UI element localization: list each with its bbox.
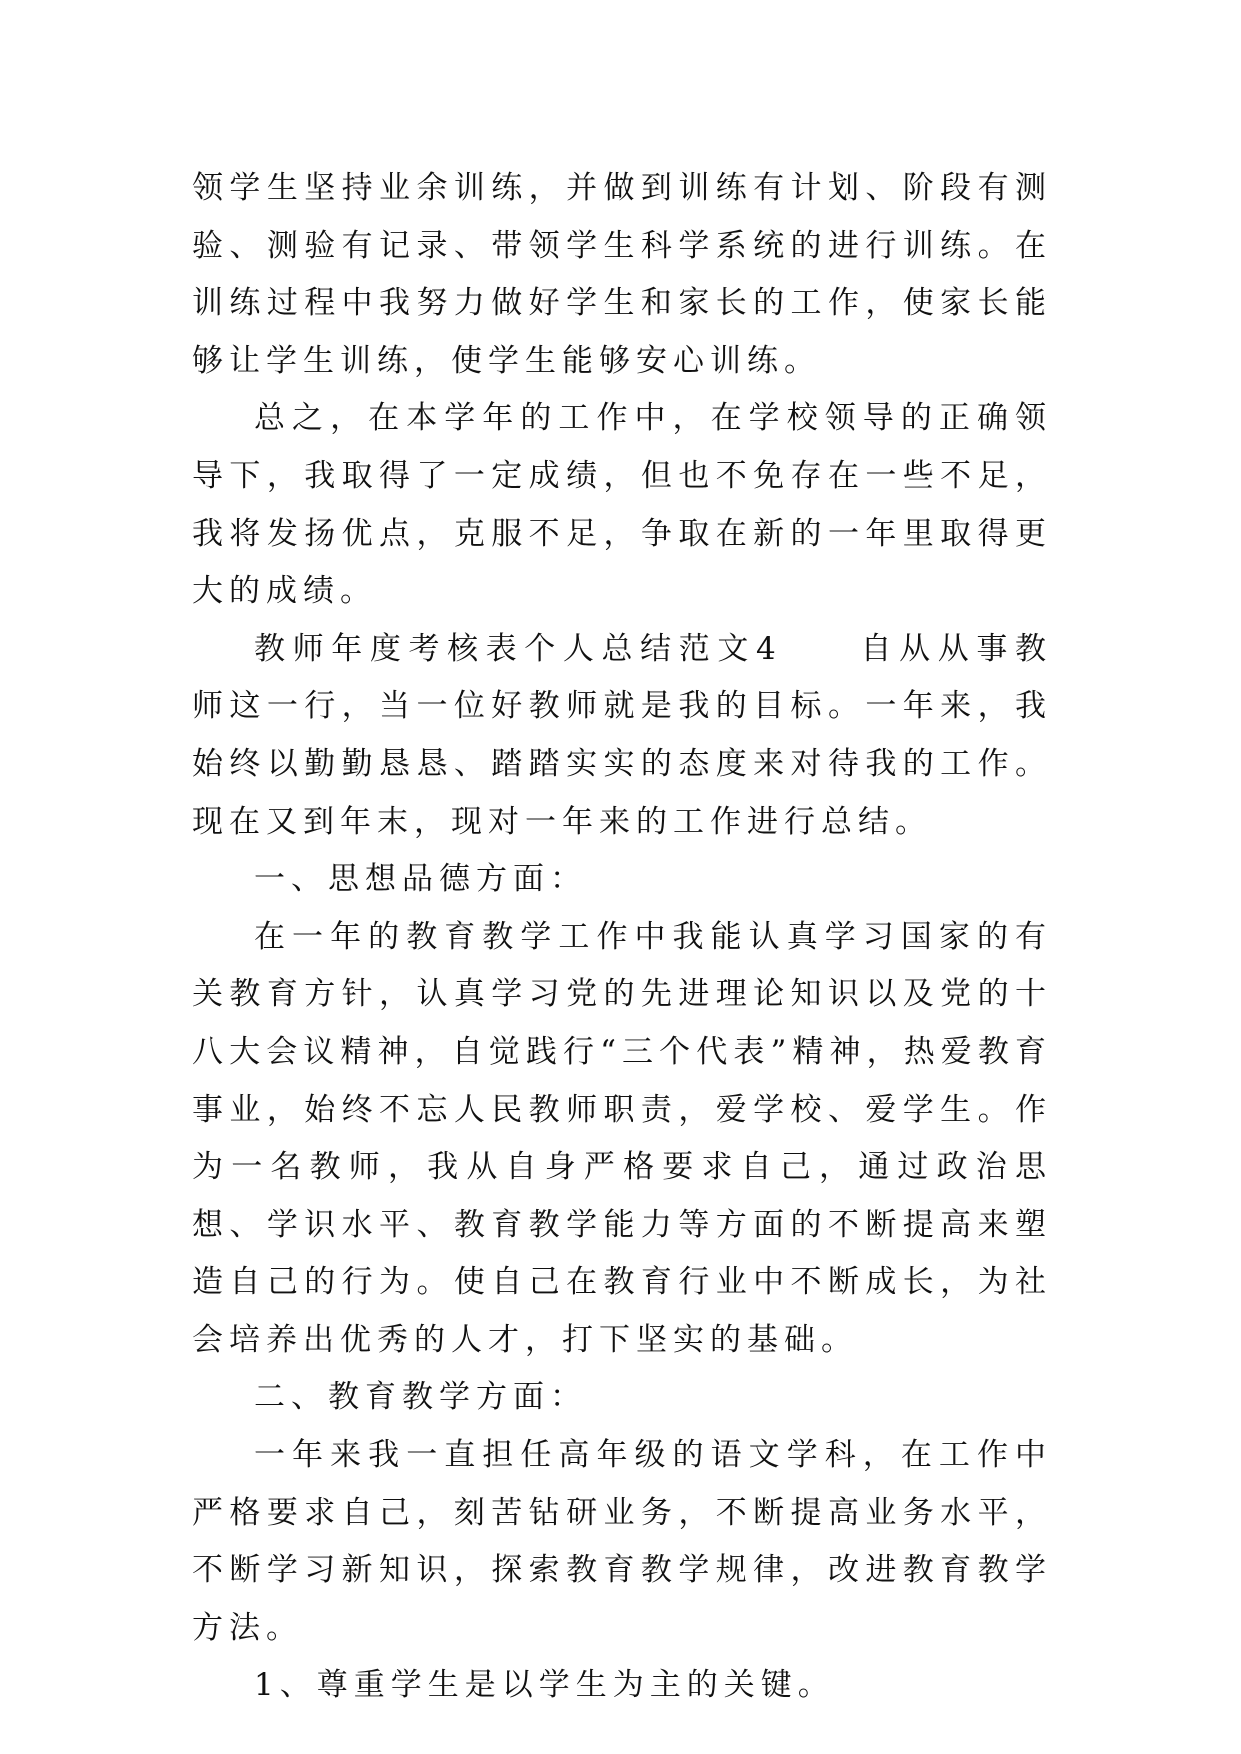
heading-teaching: 二、教育教学方面： xyxy=(254,1379,587,1416)
paragraph-training-continued: 领学生坚持业余训练，并做到训练有计划、阶段有测验、测验有记录、带领学生科学系统的进行训练。在训练过程中我努力做好学生和家长的工作，使家长能够让学生训练，使学生能够安心训练。 xyxy=(192,170,1052,379)
list-item-respect-students: 1、尊重学生是以学生为主的关键。 xyxy=(254,1667,835,1704)
document-body xyxy=(192,160,1052,1715)
paragraph-sample-4-intro: 教师年度考核表个人总结范文4 自从从事教师这一行，当一位好教师就是我的目标。一年来，我始终以勤勤恳恳、踏踏实实的态度来对待我的工作。现在又到年末，现对一年来的工作进行总结。 xyxy=(192,630,1052,840)
paragraph-teaching: 一年来我一直担任高年级的语文学科，在工作中严格要求自己，刻苦钻研业务，不断提高业务水平，不断学习新知识，探索教育教学规律，改进教育教学方法。 xyxy=(192,1437,1052,1646)
paragraph-conclusion: 总之，在本学年的工作中，在学校领导的正确领导下，我取得了一定成绩，但也不免存在一些不足，我将发扬优点，克服不足，争取在新的一年里取得更大的成绩。 xyxy=(192,400,1052,610)
heading-ideology-morality: 一、思想品德方面： xyxy=(254,861,587,898)
paragraph-ideology-morality: 在一年的教育教学工作中我能认真学习国家的有关教育方针，认真学习党的先进理论知识以及党的十八大会议精神，自觉践行“三个代表”精神，热爱教育事业，始终不忘人民教师职责，爱学校、爱学生。作为一名教师，我从自身严格要求自己，通过政治思想、学识水平、教育教学能力等方面的不断提高来塑造自己的行为。使自己在教育行业中不断成长，为社会培养出优秀的人才，打下坚实的基础。 xyxy=(192,918,1052,1358)
